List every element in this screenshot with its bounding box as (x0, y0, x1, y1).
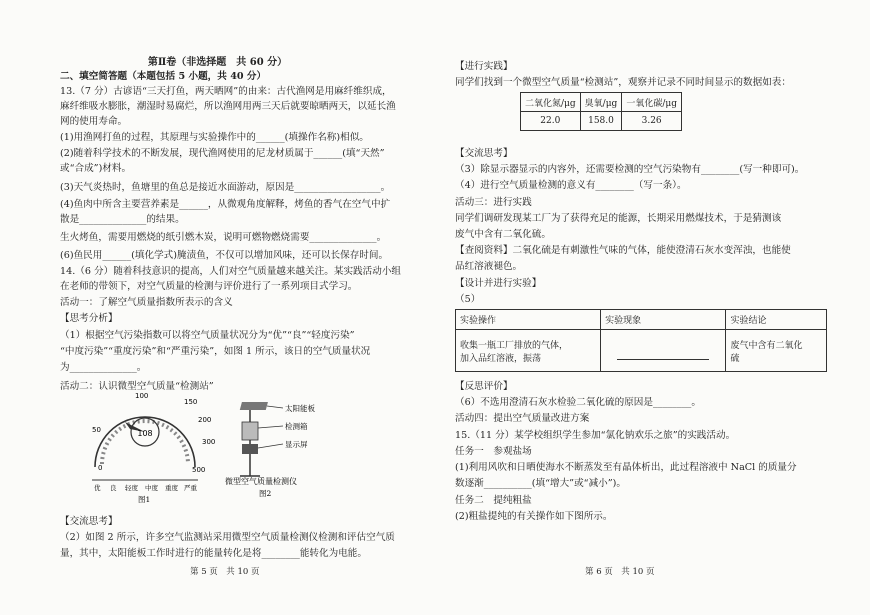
right-bottom-line: 15.（11 分）某学校组织学生参加“氯化钠欢乐之旅”的实践活动。 (455, 430, 736, 441)
table-value-cell: 158.0 (580, 112, 622, 131)
display-screen-label: 显示屏 (285, 440, 308, 449)
gauge-tick-label: 0 (98, 464, 103, 472)
level-label: 重度 (165, 484, 178, 492)
q14-line: 为______________。 (60, 362, 147, 373)
right-mid-line: 废气中含有二氧化硫。 (455, 229, 551, 240)
q14-line: 【思考分析】 (60, 313, 118, 324)
gauge-tick-label: 150 (184, 398, 198, 406)
level-label: 良 (110, 484, 117, 492)
aqi-gauge-figure (80, 392, 216, 504)
q14-after-line: 【交流思考】 (60, 516, 118, 527)
air-monitor-figure (225, 398, 345, 500)
page-footer-right: 第 6 页 共 10 页 (585, 567, 655, 577)
solar-panel-icon (240, 402, 268, 410)
operation-line: 加入品红溶液，振荡 (460, 353, 542, 364)
right-bottom-line: (2)粗盐提纯的有关操作如下图所示。 (455, 511, 613, 522)
gauge-tick-label: 50 (92, 426, 101, 434)
q14-after-line: （2）如图 2 所示，许多空气监测站采用微型空气质量检测仪检测和评估空气质 (60, 532, 395, 543)
level-label: 严重 (184, 484, 197, 492)
right-bottom-line: 任务一 参观盐场 (455, 446, 532, 457)
q14-line: （1）根据空气污染指数可以将空气质量状况分为“优”“良”“轻度污染” (60, 330, 355, 341)
level-label: 轻度 (125, 484, 138, 492)
right-bottom-line: 【反思评价】 (455, 381, 513, 392)
operation-cell (456, 330, 601, 372)
q13-line: 13.（7 分）古谚语“三天打鱼，两天晒网”的由来：古代渔网是用麻纤维织成， (60, 86, 392, 97)
detection-box-label: 检测箱 (285, 422, 308, 431)
aqi-gauge (80, 392, 216, 504)
experiment-table (455, 309, 827, 372)
q13-line: (6)鱼民用______(填化学式)腌渍鱼，不仅可以增加风味，还可以长保存时间。 (60, 250, 389, 261)
right-mid-line: 【交流思考】 (455, 148, 513, 159)
gauge-tick-label: 500 (192, 466, 206, 474)
right-bottom-line: 数逐渐__________(填“增大”或“减小”)。 (455, 478, 627, 489)
gauge-tick-label: 100 (135, 392, 149, 400)
q14-line: 活动一：了解空气质量指数所表示的含义 (60, 297, 233, 308)
leader-line (267, 406, 283, 408)
table-value-cell: 3.26 (622, 112, 682, 131)
page-footer-left: 第 5 页 共 10 页 (190, 567, 260, 577)
phenomenon-cell (601, 330, 726, 372)
table-header-cell: 实验现象 (601, 310, 726, 330)
table-header-cell: 臭氧/μg (580, 93, 622, 112)
q13-line: (4)鱼肉中所含主要营养素是______，从微观角度解释，烤鱼的香气在空气中扩 (60, 199, 391, 210)
q14-after-line: 量，其中，太阳能板工作时进行的能量转化是将________能转化为电能。 (60, 548, 367, 559)
leader-line (258, 426, 283, 428)
q14-line: 活动二：认识微型空气质量“检测站” (60, 381, 214, 392)
right-bottom-line: 任务二 提纯粗盐 (455, 495, 532, 506)
section-title: 第Ⅱ卷（非选择题 共 60 分） (147, 57, 288, 68)
right-mid-line: 【设计并进行实验】 (455, 278, 542, 289)
table-header-cell: 实验操作 (456, 310, 601, 330)
right-mid-line: 【查阅资料】二氧化硫是有刺激性气味的气体，能使澄清石灰水变浑浊，也能使 (455, 245, 791, 256)
q13-line: (1)用渔网打鱼的过程，其原理与实验操作中的______(填操作名称)相似。 (60, 132, 369, 143)
table-header-cell: 一氧化碳/μg (622, 93, 682, 112)
right-top-line: 【进行实践】 (455, 61, 513, 72)
level-label: 中度 (145, 484, 158, 492)
figure-1-caption: 图1 (138, 495, 151, 504)
q13-line: 或“合成”)材料。 (60, 163, 132, 174)
gauge-reading: 108 (137, 429, 153, 438)
detection-box-icon (242, 422, 258, 440)
q13-line: 散是______________的结果。 (60, 214, 185, 225)
conclusion-line: 硫 (730, 353, 740, 364)
part-heading: 二、填空简答题（本题包括 5 小题，共 40 分） (60, 71, 267, 82)
leader-line (258, 444, 283, 448)
q14-line: 在老师的带领下，对空气质量的检测与评价进行了一系列项目式学习。 (60, 281, 358, 292)
conclusion-cell (726, 330, 827, 372)
answer-blank (617, 349, 709, 360)
q13-line: (2)随着科学技术的不断发展，现代渔网使用的尼龙材质属于______(填“天然” (60, 148, 385, 159)
air-monitor-diagram (225, 398, 345, 500)
conclusion-line: 废气中含有二氧化 (730, 340, 803, 351)
right-mid-line: （4）进行空气质量检测的意义有________（写一条）。 (455, 180, 687, 191)
display-screen-icon (242, 444, 258, 454)
q13-line: 麻纤维吸水膨胀，潮湿时易腐烂，所以渔网用两三天后就要晾晒两天，以延长渔 (60, 101, 396, 112)
figure-2-caption: 图2 (259, 489, 272, 498)
right-mid-line: （3）除显示器显示的内容外，还需要检测的空气污染物有________(写一种即可)。 (455, 164, 805, 175)
q14-line: 14.（6 分）随着科技意识的提高，人们对空气质量越来越关注。某实践活动小组 (60, 266, 402, 277)
table-value-cell: 22.0 (521, 112, 581, 131)
q13-line: 生火烤鱼，需要用燃烧的纸引燃木炭，说明可燃物燃烧需要______________。 (60, 232, 387, 243)
right-mid-line: 活动三：进行实践 (455, 197, 532, 208)
gauge-tick-label: 300 (202, 438, 216, 446)
level-label: 优 (94, 484, 101, 492)
operation-line: 收集一瓶工厂排放的气体， (460, 340, 569, 351)
monitor-title: 微型空气质量检测仪 (225, 477, 297, 486)
q13-line: (3)天气炎热时，鱼塘里的鱼总是接近水面游动，原因是__________________。 (60, 182, 391, 193)
right-mid-line: 品红溶液褪色。 (455, 261, 523, 272)
right-mid-line: 同学们调研发现某工厂为了获得充足的能源，长期采用燃煤技术，于是猜测该 (455, 213, 782, 224)
q13-line: 网的使用寿命。 (60, 116, 128, 127)
table-header-cell: 实验结论 (726, 310, 827, 330)
right-bottom-line: （6）不选用澄清石灰水检验二氧化硫的原因是________。 (455, 397, 701, 408)
right-top-line: 同学们找到一个微型空气质量“检测站”，观察并记录不同时间显示的数据如表： (455, 77, 791, 88)
right-page (435, 0, 870, 615)
gauge-tick-label: 200 (198, 416, 212, 424)
right-bottom-line: (1)利用风吹和日晒使海水不断蒸发至有晶体析出，此过程溶液中 NaCl 的质量分 (455, 462, 797, 473)
right-mid-line: （5） (455, 294, 481, 305)
solar-panel-label: 太阳能板 (285, 404, 315, 413)
q14-line: “中度污染”“重度污染”和“严重污染”，如图 1 所示，该日的空气质量状况 (60, 346, 371, 357)
monitor-readings-table (520, 92, 682, 131)
right-bottom-line: 活动四：提出空气质量改进方案 (455, 413, 590, 424)
table-header-cell: 二氧化氮/μg (521, 93, 581, 112)
